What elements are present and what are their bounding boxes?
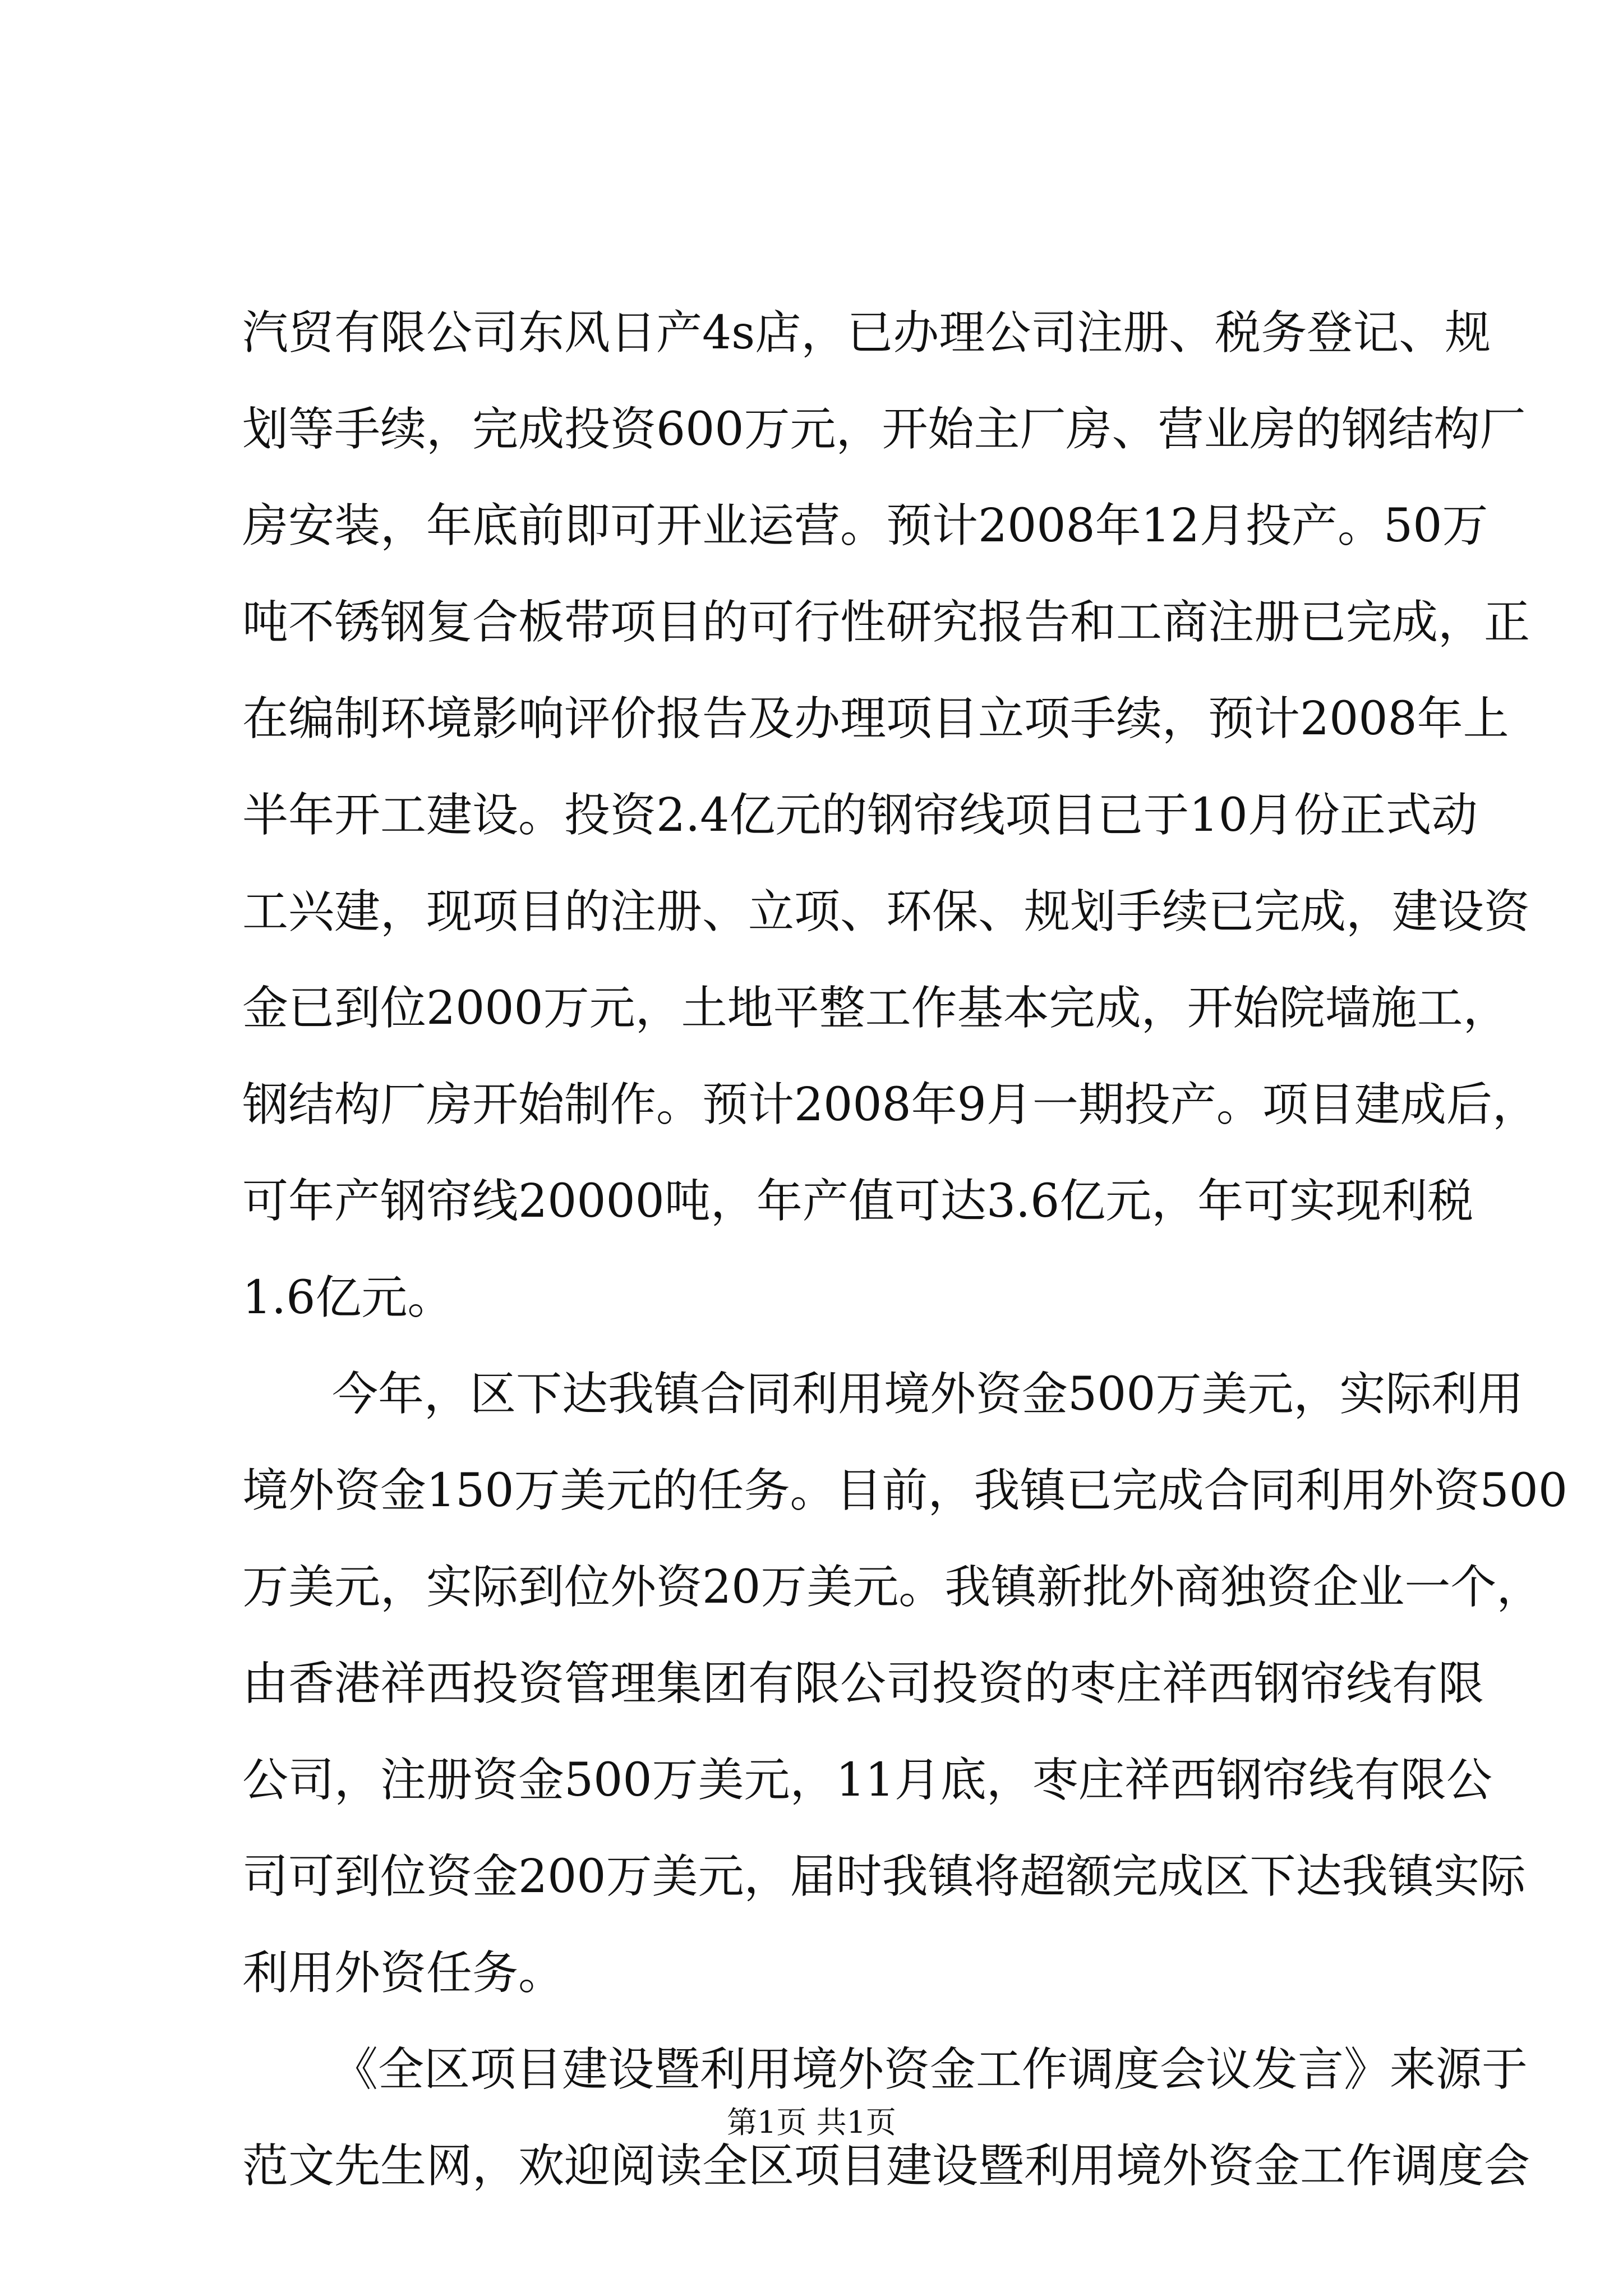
text-line: 公司，注册资金500万美元，11月底，枣庄祥西钢帘线有限公 (242, 1754, 1492, 1807)
text-line: 工兴建，现项目的注册、立项、环保、规划手续已完成，建设资 (242, 885, 1530, 938)
paragraph-2 (242, 1346, 1568, 2022)
text-line: 境外资金150万美元的任务。目前，我镇已完成合同利用外资500 (242, 1464, 1568, 1517)
text-line: 半年开工建设。投资2.4亿元的钢帘线项目已于10月份正式动 (242, 789, 1478, 842)
text-line: 钢结构厂房开始制作。预计2008年9月一期投产。项目建成后， (242, 1078, 1538, 1131)
text-line: 1.6亿元。 (242, 1271, 454, 1324)
text-line: 范文先生网，欢迎阅读全区项目建设暨利用境外资金工作调度会 (242, 2139, 1530, 2193)
text-line: 利用外资任务。 (242, 1947, 565, 2000)
text-line: 司可到位资金200万美元，届时我镇将超额完成区下达我镇实际 (242, 1850, 1526, 1903)
text-line: 《全区项目建设暨利用境外资金工作调度会议发言》来源于 (332, 2043, 1528, 2096)
text-line: 划等手续，完成投资600万元，开始主厂房、营业房的钢结构厂 (242, 403, 1526, 456)
text-line: 房安装，年底前即可开业运营。预计2008年12月投产。50万 (242, 499, 1488, 553)
text-line: 吨不锈钢复合板带项目的可行性研究报告和工商注册已完成，正 (242, 596, 1530, 649)
text-line: 由香港祥西投资管理集团有限公司投资的枣庄祥西钢帘线有限 (242, 1657, 1484, 1710)
paragraph-1 (242, 285, 1538, 1346)
text-line: 今年，区下达我镇合同利用境外资金500万美元，实际利用 (332, 1368, 1524, 1421)
text-line: 金已到位2000万元，土地平整工作基本完成，开始院墙施工， (242, 982, 1509, 1035)
page-footer (0, 2102, 1623, 2143)
text-line: 汽贸有限公司东风日产4s店，已办理公司注册、税务登记、规 (242, 306, 1491, 360)
text-line: 在编制环境影响评价报告及办理项目立项手续，预计2008年上 (242, 692, 1509, 746)
document-body (242, 285, 1568, 2215)
text-line: 可年产钢帘线20000吨，年产值可达3.6亿元，年可实现利税 (242, 1175, 1474, 1228)
page-number-label: 第1页 共1页 (727, 2105, 896, 2140)
text-line: 万美元，实际到位外资20万美元。我镇新批外商独资企业一个， (242, 1561, 1543, 1614)
